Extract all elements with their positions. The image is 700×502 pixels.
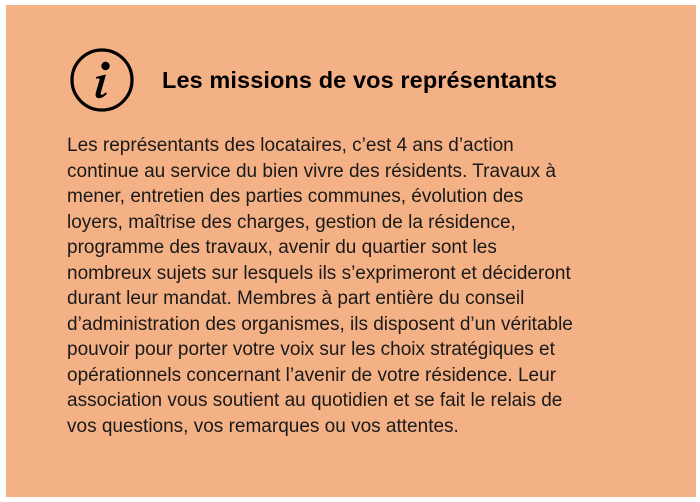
body-line: continue au service du bien vivre des résidents. Travaux à: [67, 160, 556, 182]
info-box-title: Les missions de vos représentants: [162, 66, 558, 93]
body-line: nombreux sujets sur lesquels ils s’exprimeront et décideront: [67, 262, 571, 284]
info-box-body: [67, 133, 657, 439]
body-line: Les représentants des locataires, c’est 4 ans d’action: [67, 135, 514, 156]
info-box: [6, 5, 696, 497]
body-line: vos questions, vos remarques ou vos attentes.: [67, 415, 459, 437]
body-line: d’administration des organismes, ils disposent d’un véritable: [67, 313, 573, 335]
info-box-header: [69, 47, 557, 113]
info-icon: [69, 47, 135, 113]
body-line: pouvoir pour porter votre voix sur les choix stratégiques et: [67, 339, 555, 360]
body-line: programme des travaux, avenir du quartier sont les: [67, 237, 497, 258]
body-line: loyers, maîtrise des charges, gestion de la résidence,: [67, 211, 516, 233]
body-line: mener, entretien des parties communes, évolution des: [67, 186, 524, 207]
body-line: association vous soutient au quotidien et se fait le relais de: [67, 390, 563, 411]
body-line: opérationnels concernant l’avenir de votre résidence. Leur: [67, 364, 557, 386]
body-line: durant leur mandat. Membres à part entière du conseil: [67, 288, 525, 309]
